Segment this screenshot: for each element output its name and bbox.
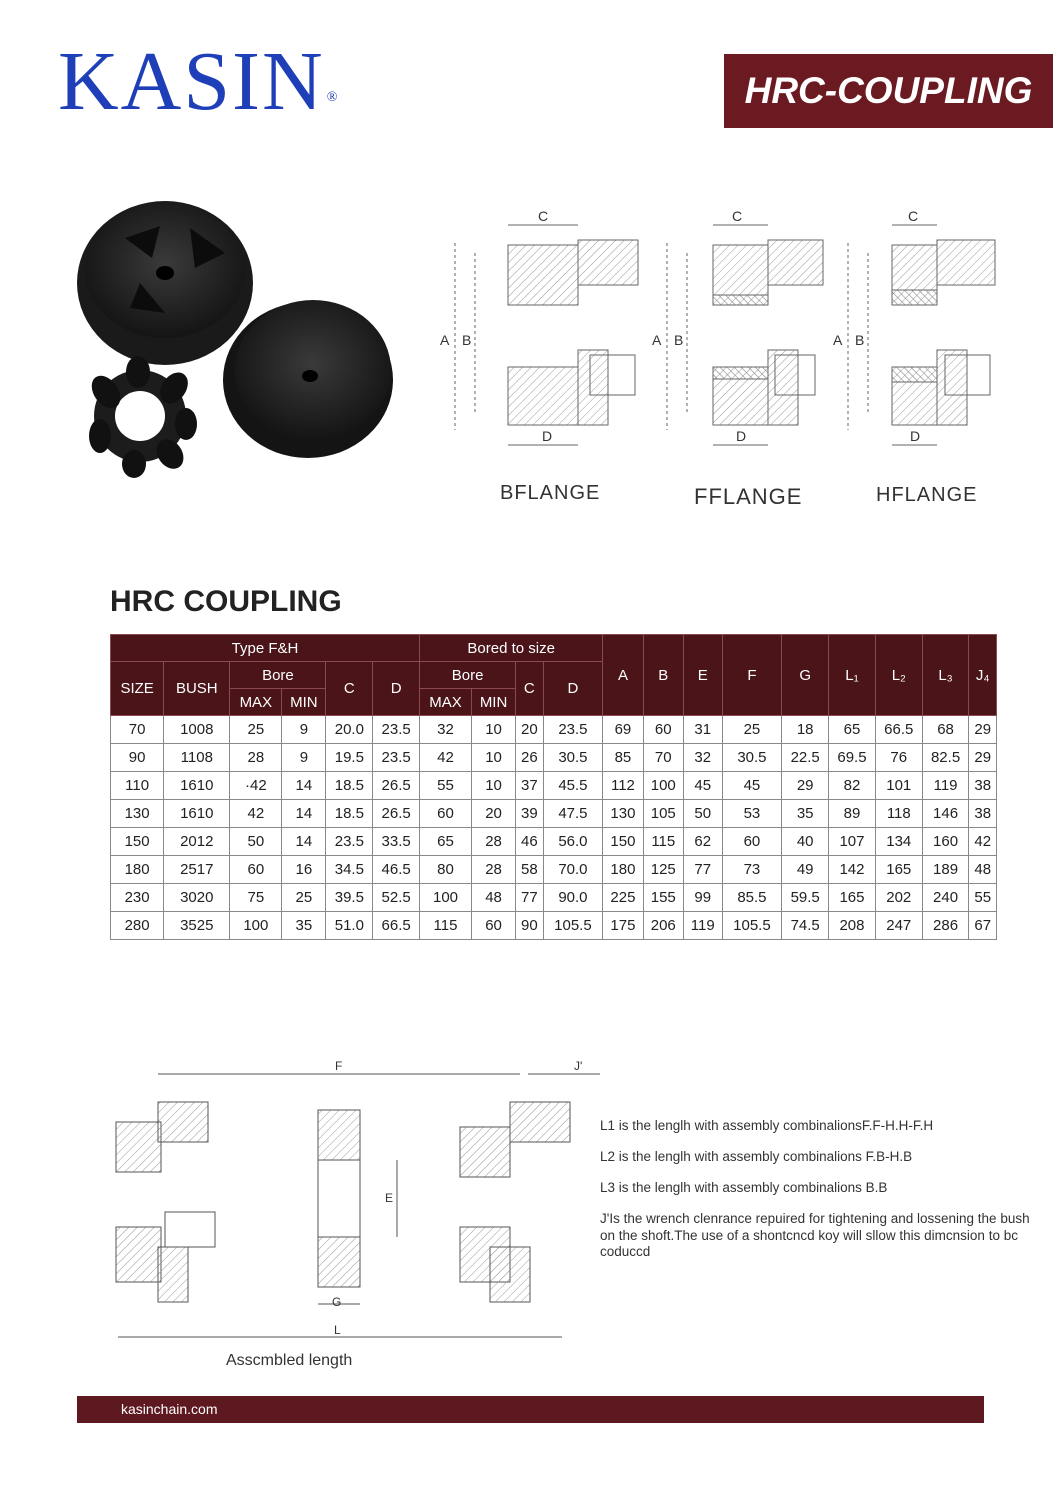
table-cell: 50	[230, 828, 282, 856]
table-cell: 59.5	[782, 884, 829, 912]
header-min-fh: MIN	[282, 689, 326, 716]
table-row	[111, 716, 997, 744]
note-j: J'Is the wrench clenrance repuired for tightening and lossening the bush on the shoft.The use of a shontcncd koy will sllow this dimcnsion to bc coduccd	[600, 1210, 1030, 1260]
table-cell: 1108	[164, 744, 230, 772]
table-cell: 48	[471, 884, 515, 912]
assembly-label: Asscmbled length	[226, 1352, 353, 1369]
table-cell: 180	[603, 856, 643, 884]
table-cell: 105	[643, 800, 683, 828]
header-a: A	[603, 635, 643, 716]
table-cell: 46.5	[373, 856, 420, 884]
spec-table	[110, 634, 997, 940]
table-cell: 10	[471, 716, 515, 744]
table-cell: 66.5	[373, 912, 420, 940]
front-hub-bore	[302, 370, 318, 382]
table-cell: 100	[230, 912, 282, 940]
table-cell: 73	[722, 856, 782, 884]
table-cell: 155	[643, 884, 683, 912]
table-cell: 70	[643, 744, 683, 772]
table-cell: 130	[111, 800, 164, 828]
table-row	[111, 800, 997, 828]
table-cell: 52.5	[373, 884, 420, 912]
table-cell: 247	[875, 912, 922, 940]
header-e: E	[683, 635, 722, 716]
b-flange-label: BFLANGE	[500, 482, 601, 504]
table-cell: 20.0	[326, 716, 373, 744]
table-cell: 49	[782, 856, 829, 884]
table-cell: 35	[782, 800, 829, 828]
table-row	[111, 828, 997, 856]
table-cell: 28	[230, 744, 282, 772]
table-cell: 70	[111, 716, 164, 744]
table-cell: 14	[282, 800, 326, 828]
table-cell: 26	[516, 744, 543, 772]
table-cell: 45	[683, 772, 722, 800]
table-cell: 31	[683, 716, 722, 744]
table-cell: 25	[282, 884, 326, 912]
table-cell: 42	[969, 828, 997, 856]
header-bore-fh: Bore	[230, 662, 326, 689]
table-cell: 51.0	[326, 912, 373, 940]
brand-logo	[58, 35, 340, 128]
f-flange-dim-d: D	[736, 428, 747, 444]
table-cell: 30.5	[543, 744, 603, 772]
table-cell: 90	[516, 912, 543, 940]
header-bore-bored: Bore	[420, 662, 516, 689]
table-cell: 45.5	[543, 772, 603, 800]
table-cell: 99	[683, 884, 722, 912]
table-cell: 90.0	[543, 884, 603, 912]
header-d-fh: D	[373, 662, 420, 716]
table-cell: 82.5	[922, 744, 969, 772]
table-cell: 77	[516, 884, 543, 912]
table-cell: 20	[471, 800, 515, 828]
table-cell: 53	[722, 800, 782, 828]
table-cell: 119	[683, 912, 722, 940]
table-cell: 28	[471, 828, 515, 856]
section-title: HRC COUPLING	[110, 585, 342, 618]
coupling-photo	[70, 198, 400, 498]
table-cell: 18.5	[326, 772, 373, 800]
table-cell: 16	[282, 856, 326, 884]
table-cell: 206	[643, 912, 683, 940]
table-cell: 1610	[164, 800, 230, 828]
table-cell: 240	[922, 884, 969, 912]
table-cell: 55	[969, 884, 997, 912]
table-cell: 38	[969, 772, 997, 800]
table-cell: 58	[516, 856, 543, 884]
table-cell: 55	[420, 772, 472, 800]
assembly-drawing	[100, 1052, 620, 1352]
table-row	[111, 772, 997, 800]
table-cell: 175	[603, 912, 643, 940]
footer-url[interactable]: kasinchain.com	[121, 1401, 218, 1417]
table-cell: 142	[829, 856, 876, 884]
table-cell: 125	[643, 856, 683, 884]
f-flange-drawing	[667, 225, 823, 445]
table-cell: 77	[683, 856, 722, 884]
table-cell: 1610	[164, 772, 230, 800]
assembly-dim-e: E	[385, 1191, 394, 1205]
footer-bar	[77, 1396, 984, 1423]
header-l1: L₁	[829, 635, 876, 716]
table-cell: 105.5	[543, 912, 603, 940]
table-cell: 90	[111, 744, 164, 772]
note-l2: L2 is the lenglh with assembly combinalions F.B-H.B	[600, 1148, 913, 1164]
f-flange-label: FFLANGE	[694, 484, 803, 509]
table-cell: 119	[922, 772, 969, 800]
table-cell: 146	[922, 800, 969, 828]
table-cell: 32	[420, 716, 472, 744]
table-cell: 46	[516, 828, 543, 856]
table-cell: 20	[516, 716, 543, 744]
header-l3: L₃	[922, 635, 969, 716]
table-cell: 25	[722, 716, 782, 744]
table-cell: 18	[782, 716, 829, 744]
header-max-bored: MAX	[420, 689, 472, 716]
h-flange-dim-d: D	[910, 428, 921, 444]
spec-table-body	[111, 716, 997, 940]
table-cell: 110	[111, 772, 164, 800]
table-cell: 2517	[164, 856, 230, 884]
header-d-bored: D	[543, 662, 603, 716]
table-cell: 39	[516, 800, 543, 828]
table-cell: 10	[471, 744, 515, 772]
table-cell: 50	[683, 800, 722, 828]
table-cell: 25	[230, 716, 282, 744]
table-cell: 70.0	[543, 856, 603, 884]
table-cell: 47.5	[543, 800, 603, 828]
table-cell: 85	[603, 744, 643, 772]
table-cell: 56.0	[543, 828, 603, 856]
table-cell: 60	[722, 828, 782, 856]
table-cell: 67	[969, 912, 997, 940]
front-hub-face	[235, 300, 391, 440]
table-cell: 112	[603, 772, 643, 800]
table-cell: 180	[111, 856, 164, 884]
table-row	[111, 912, 997, 940]
table-cell: 3525	[164, 912, 230, 940]
table-cell: 65	[420, 828, 472, 856]
header-c-bored: C	[516, 662, 543, 716]
table-cell: 38	[969, 800, 997, 828]
table-cell: 65	[829, 716, 876, 744]
h-flange-label: HFLANGE	[876, 484, 978, 506]
table-cell: 165	[829, 884, 876, 912]
table-cell: 118	[875, 800, 922, 828]
table-cell: 101	[875, 772, 922, 800]
header-bored-to-size: Bored to size	[420, 635, 603, 662]
f-flange-dim-a: A	[652, 332, 662, 348]
table-cell: 23.5	[373, 744, 420, 772]
table-cell: 60	[230, 856, 282, 884]
table-cell: 134	[875, 828, 922, 856]
table-cell: 45	[722, 772, 782, 800]
table-cell: 230	[111, 884, 164, 912]
b-flange-drawing	[455, 225, 638, 445]
header-l2: L₂	[875, 635, 922, 716]
table-cell: 26.5	[373, 800, 420, 828]
table-cell: 39.5	[326, 884, 373, 912]
table-cell: 74.5	[782, 912, 829, 940]
table-cell: 68	[922, 716, 969, 744]
table-cell: 115	[643, 828, 683, 856]
table-cell: 75	[230, 884, 282, 912]
table-cell: 33.5	[373, 828, 420, 856]
header-g: G	[782, 635, 829, 716]
table-row	[111, 744, 997, 772]
table-cell: 29	[969, 744, 997, 772]
table-cell: 40	[782, 828, 829, 856]
table-cell: 29	[782, 772, 829, 800]
header-max-fh: MAX	[230, 689, 282, 716]
h-flange-dim-b: B	[855, 332, 865, 348]
table-cell: 62	[683, 828, 722, 856]
table-cell: 85.5	[722, 884, 782, 912]
header-min-bored: MIN	[471, 689, 515, 716]
table-cell: 34.5	[326, 856, 373, 884]
brand-name: KASIN	[58, 35, 325, 128]
table-cell: 1008	[164, 716, 230, 744]
table-cell: 48	[969, 856, 997, 884]
table-cell: 22.5	[782, 744, 829, 772]
table-row	[111, 884, 997, 912]
header-size: SIZE	[111, 662, 164, 716]
table-cell: 130	[603, 800, 643, 828]
table-cell: 225	[603, 884, 643, 912]
table-cell: 42	[420, 744, 472, 772]
table-cell: 14	[282, 828, 326, 856]
table-cell: 35	[282, 912, 326, 940]
table-cell: 107	[829, 828, 876, 856]
table-cell: 60	[643, 716, 683, 744]
table-cell: 189	[922, 856, 969, 884]
table-cell: 19.5	[326, 744, 373, 772]
table-cell: 100	[420, 884, 472, 912]
header-j4: J₄	[969, 635, 997, 716]
table-cell: 23.5	[543, 716, 603, 744]
table-cell: 3020	[164, 884, 230, 912]
assembly-dim-l: L	[334, 1323, 341, 1337]
table-row	[111, 856, 997, 884]
assembly-dim-f: F	[335, 1059, 343, 1073]
table-cell: 286	[922, 912, 969, 940]
table-cell: 69.5	[829, 744, 876, 772]
table-cell: 280	[111, 912, 164, 940]
table-cell: 105.5	[722, 912, 782, 940]
table-cell: 10	[471, 772, 515, 800]
table-cell: 37	[516, 772, 543, 800]
note-l3: L3 is the lenglh with assembly combinalions B.B	[600, 1179, 888, 1195]
table-cell: 150	[603, 828, 643, 856]
header-b: B	[643, 635, 683, 716]
table-cell: 30.5	[722, 744, 782, 772]
b-flange-dim-c: C	[538, 208, 549, 224]
table-cell: 9	[282, 716, 326, 744]
table-cell: 14	[282, 772, 326, 800]
assembly-dim-g: G	[332, 1295, 342, 1309]
flange-diagrams	[430, 205, 1030, 465]
hub-bore	[156, 266, 174, 280]
table-cell: 165	[875, 856, 922, 884]
table-cell: 29	[969, 716, 997, 744]
table-cell: 202	[875, 884, 922, 912]
header-f: F	[722, 635, 782, 716]
note-l1: L1 is the lenglh with assembly combinalionsF.F-H.H-F.H	[600, 1118, 934, 1133]
page-title: HRC-COUPLING	[744, 70, 1033, 111]
table-cell: 60	[420, 800, 472, 828]
f-flange-dim-b: B	[674, 332, 684, 348]
table-cell: 2012	[164, 828, 230, 856]
header-c-fh: C	[326, 662, 373, 716]
h-flange-dim-c: C	[908, 208, 919, 224]
h-flange-dim-a: A	[833, 332, 843, 348]
table-cell: 208	[829, 912, 876, 940]
table-cell: 89	[829, 800, 876, 828]
table-cell: 23.5	[373, 716, 420, 744]
h-flange-drawing	[848, 225, 995, 445]
table-cell: 80	[420, 856, 472, 884]
table-cell: 42	[230, 800, 282, 828]
b-flange-dim-b: B	[462, 332, 472, 348]
assembly-notes	[600, 1118, 1030, 1275]
b-flange-dim-d: D	[542, 428, 553, 444]
table-cell: 115	[420, 912, 472, 940]
page-title-banner	[724, 54, 1053, 128]
table-cell: 23.5	[326, 828, 373, 856]
f-flange-dim-c: C	[732, 208, 743, 224]
table-cell: 26.5	[373, 772, 420, 800]
table-cell: 160	[922, 828, 969, 856]
table-cell: 18.5	[326, 800, 373, 828]
b-flange-dim-a: A	[440, 332, 450, 348]
table-cell: 150	[111, 828, 164, 856]
assembly-dim-j: J'	[574, 1059, 583, 1073]
header-type-fh: Type F&H	[111, 635, 420, 662]
table-cell: 60	[471, 912, 515, 940]
table-cell: 66.5	[875, 716, 922, 744]
table-cell: 28	[471, 856, 515, 884]
table-cell: 82	[829, 772, 876, 800]
rubber-spider	[86, 356, 197, 478]
table-cell: 32	[683, 744, 722, 772]
table-cell: 76	[875, 744, 922, 772]
table-cell: 9	[282, 744, 326, 772]
table-cell: 69	[603, 716, 643, 744]
table-cell: ·42	[230, 772, 282, 800]
registered-mark: ®	[326, 90, 340, 105]
table-cell: 100	[643, 772, 683, 800]
header-bush: BUSH	[164, 662, 230, 716]
